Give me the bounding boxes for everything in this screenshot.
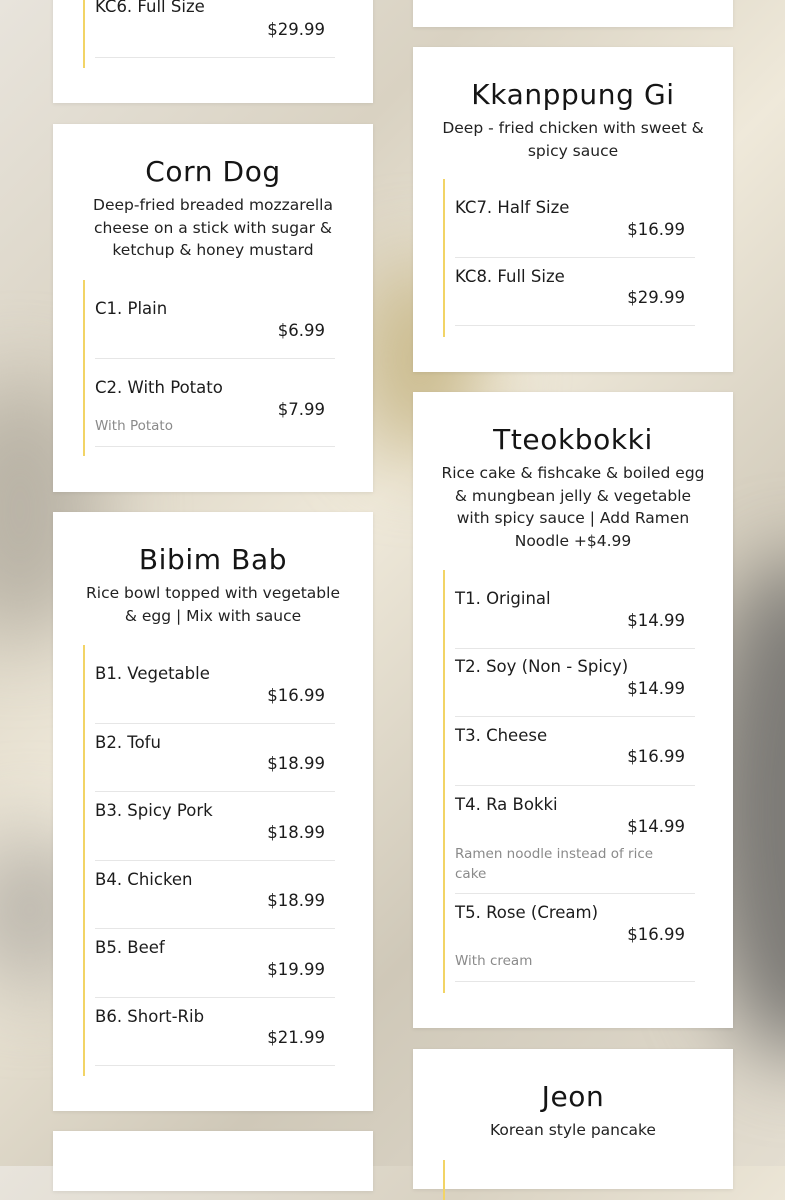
menu-item[interactable] (455, 179, 695, 258)
item-name: B6. Short-Rib (95, 1007, 205, 1026)
menu-card-kc-continued (53, 0, 373, 103)
menu-card-partial (413, 0, 733, 27)
card-title: Kkanppung Gi (471, 78, 675, 111)
menu-item-list (83, 645, 335, 1076)
menu-item[interactable] (95, 280, 335, 359)
item-note: With Potato (95, 418, 173, 434)
item-name: KC8. Full Size (455, 267, 565, 286)
item-price: $19.99 (267, 960, 325, 979)
item-name: T1. Original (455, 589, 551, 608)
menu-item[interactable] (95, 724, 335, 792)
card-description: Deep-fried breaded mozzarella cheese on a stick with sugar & ketchup & honey mustard (93, 195, 333, 260)
item-name: KC6. Full Size (95, 0, 205, 16)
card-title: Corn Dog (145, 155, 281, 188)
item-name: T3. Cheese (455, 726, 548, 745)
item-price: $29.99 (267, 20, 325, 39)
item-price: $18.99 (267, 891, 325, 910)
item-name: B1. Vegetable (95, 664, 210, 683)
menu-item-list (443, 570, 695, 993)
item-price: $16.99 (627, 220, 685, 239)
item-note: With cream (455, 953, 533, 969)
menu-item-list (83, 0, 335, 68)
menu-card-kkanppung-gi (413, 47, 733, 372)
menu-item[interactable] (455, 649, 695, 717)
menu-item[interactable] (455, 894, 695, 982)
item-name: B2. Tofu (95, 733, 161, 752)
item-price: $14.99 (627, 611, 685, 630)
item-name: C1. Plain (95, 299, 168, 318)
card-description: Rice cake & fishcake & boiled egg & mungbean jelly & vegetable with spicy sauce | Add Ramen Noodle +$4.99 (441, 463, 705, 550)
card-description: Korean style pancake (490, 1120, 656, 1139)
item-name: C2. With Potato (95, 378, 223, 397)
menu-item[interactable] (455, 717, 695, 786)
card-description: Rice bowl topped with vegetable & egg | Mix with sauce (86, 583, 340, 625)
item-price: $29.99 (627, 288, 685, 307)
menu-item[interactable] (95, 359, 335, 447)
menu-item[interactable] (455, 786, 695, 894)
menu-card-partial (53, 1131, 373, 1191)
item-price: $7.99 (277, 400, 325, 419)
menu-item[interactable] (95, 0, 335, 58)
menu-item[interactable] (95, 998, 335, 1066)
item-price: $16.99 (627, 925, 685, 944)
item-name: B4. Chicken (95, 870, 193, 889)
menu-item[interactable] (95, 645, 335, 724)
menu-card-jeon (413, 1049, 733, 1189)
menu-item-list (83, 280, 335, 456)
menu-item[interactable] (95, 792, 335, 861)
menu-item[interactable] (95, 861, 335, 929)
menu-card-tteokbokki (413, 392, 733, 1028)
item-name: KC7. Half Size (455, 198, 570, 217)
menu-card-bibim-bab (53, 512, 373, 1111)
item-name: T2. Soy (Non - Spicy) (455, 657, 629, 676)
card-title: Jeon (541, 1080, 605, 1113)
menu-item[interactable] (455, 570, 695, 649)
item-name: B3. Spicy Pork (95, 801, 213, 820)
item-price: $21.99 (267, 1028, 325, 1047)
item-name: B5. Beef (95, 938, 165, 957)
item-note: Ramen noodle instead of rice cake (455, 846, 654, 882)
menu-item-list (443, 179, 695, 337)
menu-item-list (443, 1160, 695, 1200)
menu-card-corn-dog (53, 124, 373, 492)
item-price: $16.99 (267, 686, 325, 705)
card-title: Tteokbokki (493, 423, 653, 456)
menu-item[interactable] (455, 258, 695, 326)
item-price: $18.99 (267, 754, 325, 773)
item-price: $6.99 (277, 321, 325, 340)
item-price: $18.99 (267, 823, 325, 842)
card-title: Bibim Bab (138, 543, 288, 576)
item-price: $14.99 (627, 817, 685, 836)
menu-item[interactable] (95, 929, 335, 998)
item-name: T5. Rose (Cream) (455, 903, 599, 922)
item-price: $14.99 (627, 679, 685, 698)
card-description: Deep - fried chicken with sweet & spicy sauce (442, 118, 704, 160)
item-name: T4. Ra Bokki (455, 795, 558, 814)
item-price: $16.99 (627, 747, 685, 766)
